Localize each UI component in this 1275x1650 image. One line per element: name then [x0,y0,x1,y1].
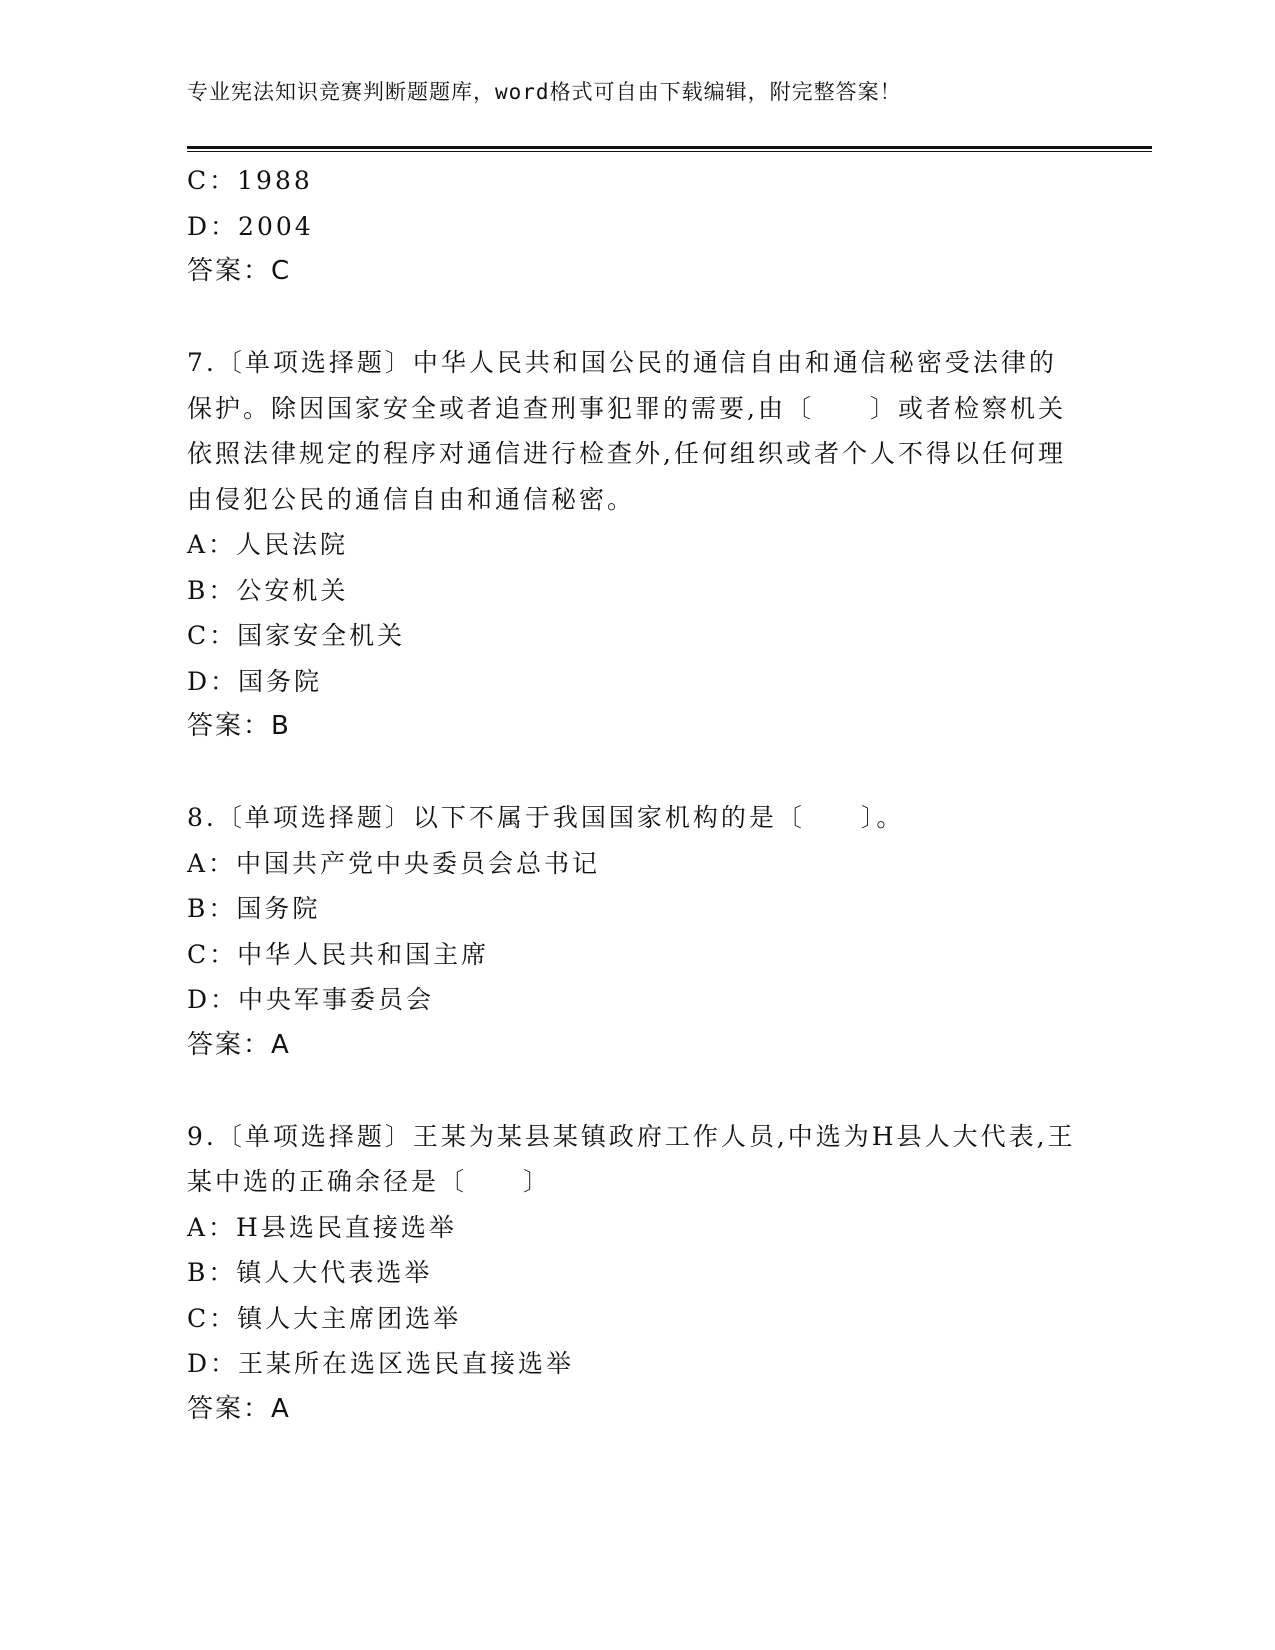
answer: 答案：A [187,1029,291,1060]
option-a: A：H县选民直接选举 [187,1212,457,1242]
header-rule-thin [187,151,1152,152]
question-7 [187,340,1087,750]
header-rule-thick [187,146,1152,149]
answer: 答案：A [187,1393,291,1424]
question-stem: 9.〔单项选择题〕王某为某县某镇政府工作人员,中选为H县人大代表,王某中选的正确余径是〔 〕 [187,1121,1076,1196]
option-c: C：中华人民共和国主席 [187,939,490,969]
question-stem: 8.〔单项选择题〕以下不属于我国国家机构的是〔 〕。 [187,803,905,832]
spacer [187,750,1087,796]
option-c: C：1988 [187,166,313,195]
question-stem: 7.〔单项选择题〕中华人民共和国公民的通信自由和通信秘密受法律的保护。除因国家安全或者追查刑事犯罪的需要,由〔 〕或者检察机关依照法律规定的程序对通信进行检查外,任何组织或者个人不得以任何理由侵犯公民的通信自由和通信秘密。 [187,348,1066,514]
option-b: B：公安机关 [187,575,349,605]
option-c: C：镇人大主席团选举 [187,1303,462,1333]
prev-question-tail [187,158,1087,295]
spacer [187,1068,1087,1114]
answer: 答案：C [187,256,292,286]
question-8 [187,795,1087,1068]
option-d: D：中央军事委员会 [187,985,435,1014]
question-9 [187,1114,1087,1433]
answer: 答案：B [187,711,291,741]
option-b: B：国务院 [187,894,321,923]
option-b: B：镇人大代表选举 [187,1258,433,1287]
option-c: C：国家安全机关 [187,621,406,650]
spacer [187,295,1087,341]
question-list [187,158,1087,1432]
option-d: D：2004 [187,211,314,241]
option-d: D：国务院 [187,666,323,696]
option-a: A：中国共产党中央委员会总书记 [187,848,601,878]
option-d: D：王某所在选区选民直接选举 [187,1349,575,1378]
page-header: 专业宪法知识竞赛判断题题库，word格式可自由下载编辑，附完整答案！ [187,80,902,104]
option-a: A：人民法院 [187,530,349,559]
